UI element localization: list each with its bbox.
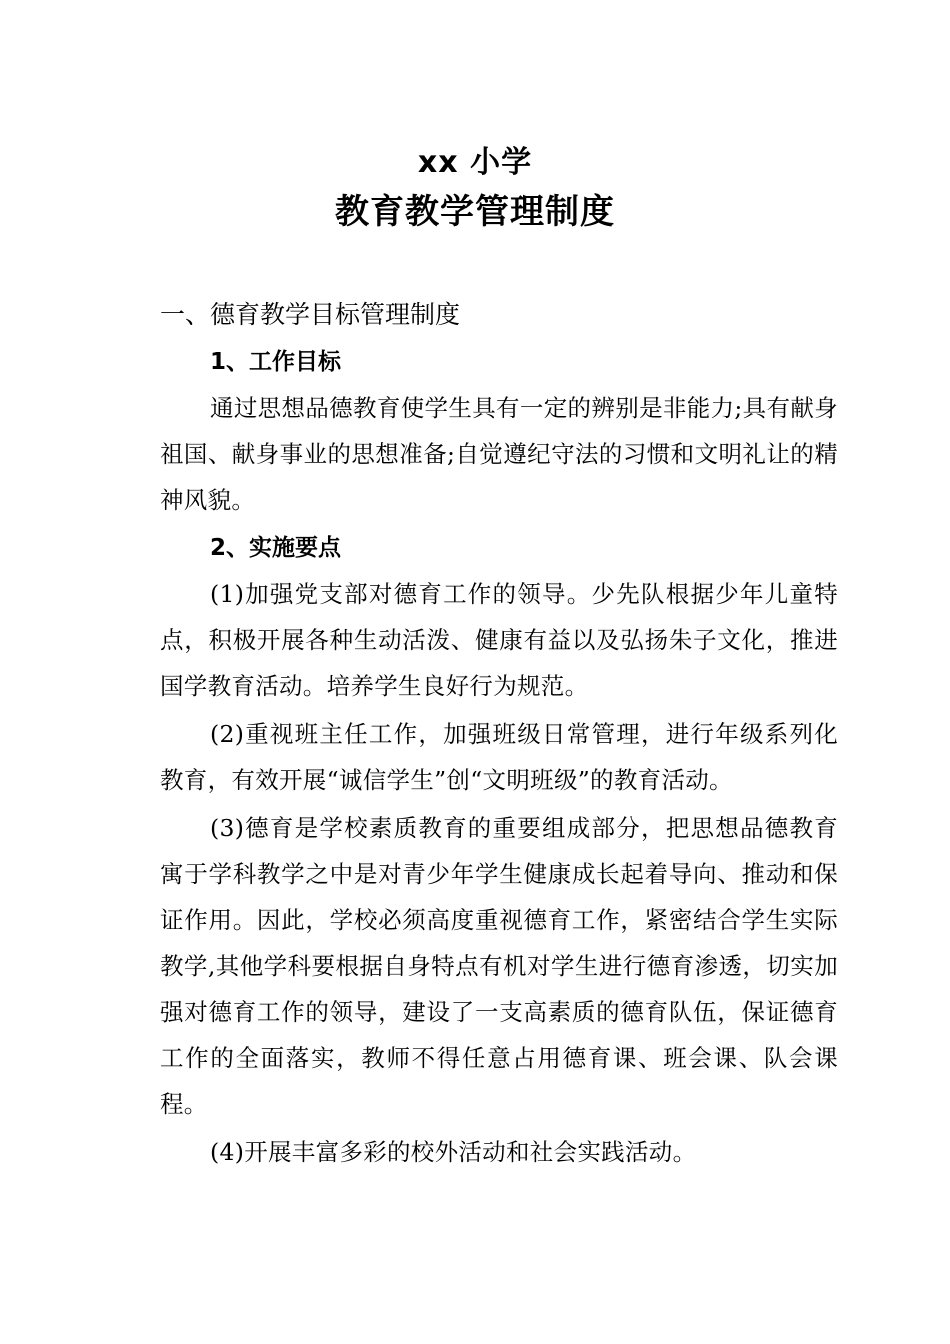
document-title xyxy=(0,140,950,236)
list-item: (3)德育是学校素质教育的重要组成部分，把思想品德教育寓于学科教学之中是对青少年学生健康成长起着导向、推动和保证作用。因此，学校必须高度重视德育工作，紧密结合学生实际教学,其他学科要根据自身特点有机对学生进行德育渗透，切实加强对德育工作的领导，建设了一支高素质的德育队伍，保证德育工作的全面落实，教师不得任意占用德育课、班会课、队会课程。 xyxy=(160,814,838,1118)
subheading-implementation: 2、实施要点 xyxy=(210,535,342,561)
subheading-work-goal: 1、工作目标 xyxy=(210,349,342,375)
school-name: xx 小学 xyxy=(417,145,533,180)
list-item: (2)重视班主任工作，加强班级日常管理，进行年级系列化教育，有效开展“诚信学生”创“文明班级”的教育活动。 xyxy=(160,720,838,794)
page-title: 教育教学管理制度 xyxy=(335,192,615,232)
section-heading: 一、德育教学目标管理制度 xyxy=(160,300,461,329)
paragraph-work-goal: 通过思想品德教育使学生具有一定的辨别是非能力;具有献身祖国、献身事业的思想准备;自觉遵纪守法的习惯和文明礼让的精神风貌。 xyxy=(160,394,838,514)
document-body xyxy=(160,339,838,1177)
list-item: (4)开展丰富多彩的校外活动和社会实践活动。 xyxy=(210,1138,697,1166)
list-item: (1)加强党支部对德育工作的领导。少先队根据少年儿童特点，积极开展各种生动活泼、健康有益以及弘扬朱子文化，推进国学教育活动。培养学生良好行为规范。 xyxy=(160,580,838,700)
